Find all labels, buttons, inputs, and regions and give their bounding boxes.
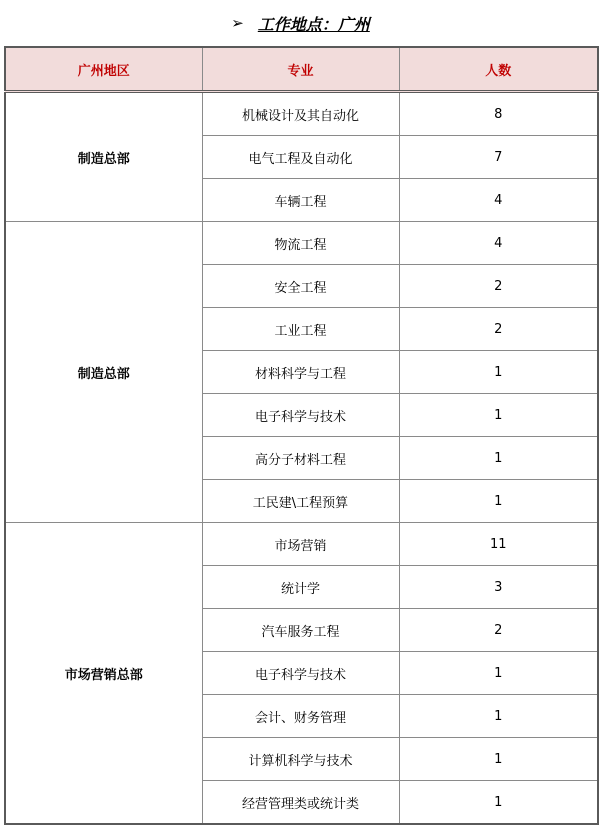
region-cell: 市场营销总部 <box>5 523 202 825</box>
table-row <box>5 222 598 265</box>
count-cell: 1 <box>399 781 598 825</box>
count-cell: 1 <box>399 652 598 695</box>
major-cell: 电子科学与技术 <box>202 652 399 695</box>
count-cell: 1 <box>399 695 598 738</box>
count-cell: 1 <box>399 437 598 480</box>
table-header-row <box>5 47 598 92</box>
count-cell: 3 <box>399 566 598 609</box>
arrow-bullet-icon: ➢ <box>231 14 244 32</box>
region-cell: 制造总部 <box>5 92 202 222</box>
major-cell: 机械设计及其自动化 <box>202 92 399 136</box>
table-row <box>5 92 598 136</box>
count-cell: 1 <box>399 480 598 523</box>
count-cell: 1 <box>399 394 598 437</box>
count-cell: 11 <box>399 523 598 566</box>
major-cell: 会计、财务管理 <box>202 695 399 738</box>
region-cell: 制造总部 <box>5 222 202 523</box>
count-cell: 4 <box>399 179 598 222</box>
count-cell: 8 <box>399 92 598 136</box>
table-row <box>5 523 598 566</box>
count-cell: 1 <box>399 351 598 394</box>
major-cell: 电气工程及自动化 <box>202 136 399 179</box>
major-cell: 高分子材料工程 <box>202 437 399 480</box>
header-count: 人数 <box>399 47 598 92</box>
count-cell: 7 <box>399 136 598 179</box>
major-cell: 统计学 <box>202 566 399 609</box>
header-major: 专业 <box>202 47 399 92</box>
count-cell: 4 <box>399 222 598 265</box>
recruitment-table <box>4 46 599 825</box>
page-title-row <box>0 8 601 38</box>
count-cell: 2 <box>399 609 598 652</box>
major-cell: 经营管理类或统计类 <box>202 781 399 825</box>
count-cell: 2 <box>399 308 598 351</box>
major-cell: 汽车服务工程 <box>202 609 399 652</box>
major-cell: 市场营销 <box>202 523 399 566</box>
major-cell: 电子科学与技术 <box>202 394 399 437</box>
major-cell: 材料科学与工程 <box>202 351 399 394</box>
major-cell: 工民建\工程预算 <box>202 480 399 523</box>
major-cell: 物流工程 <box>202 222 399 265</box>
major-cell: 计算机科学与技术 <box>202 738 399 781</box>
header-region: 广州地区 <box>5 47 202 92</box>
major-cell: 安全工程 <box>202 265 399 308</box>
major-cell: 车辆工程 <box>202 179 399 222</box>
page-title: 工作地点：广州 <box>257 14 370 34</box>
count-cell: 1 <box>399 738 598 781</box>
count-cell: 2 <box>399 265 598 308</box>
major-cell: 工业工程 <box>202 308 399 351</box>
